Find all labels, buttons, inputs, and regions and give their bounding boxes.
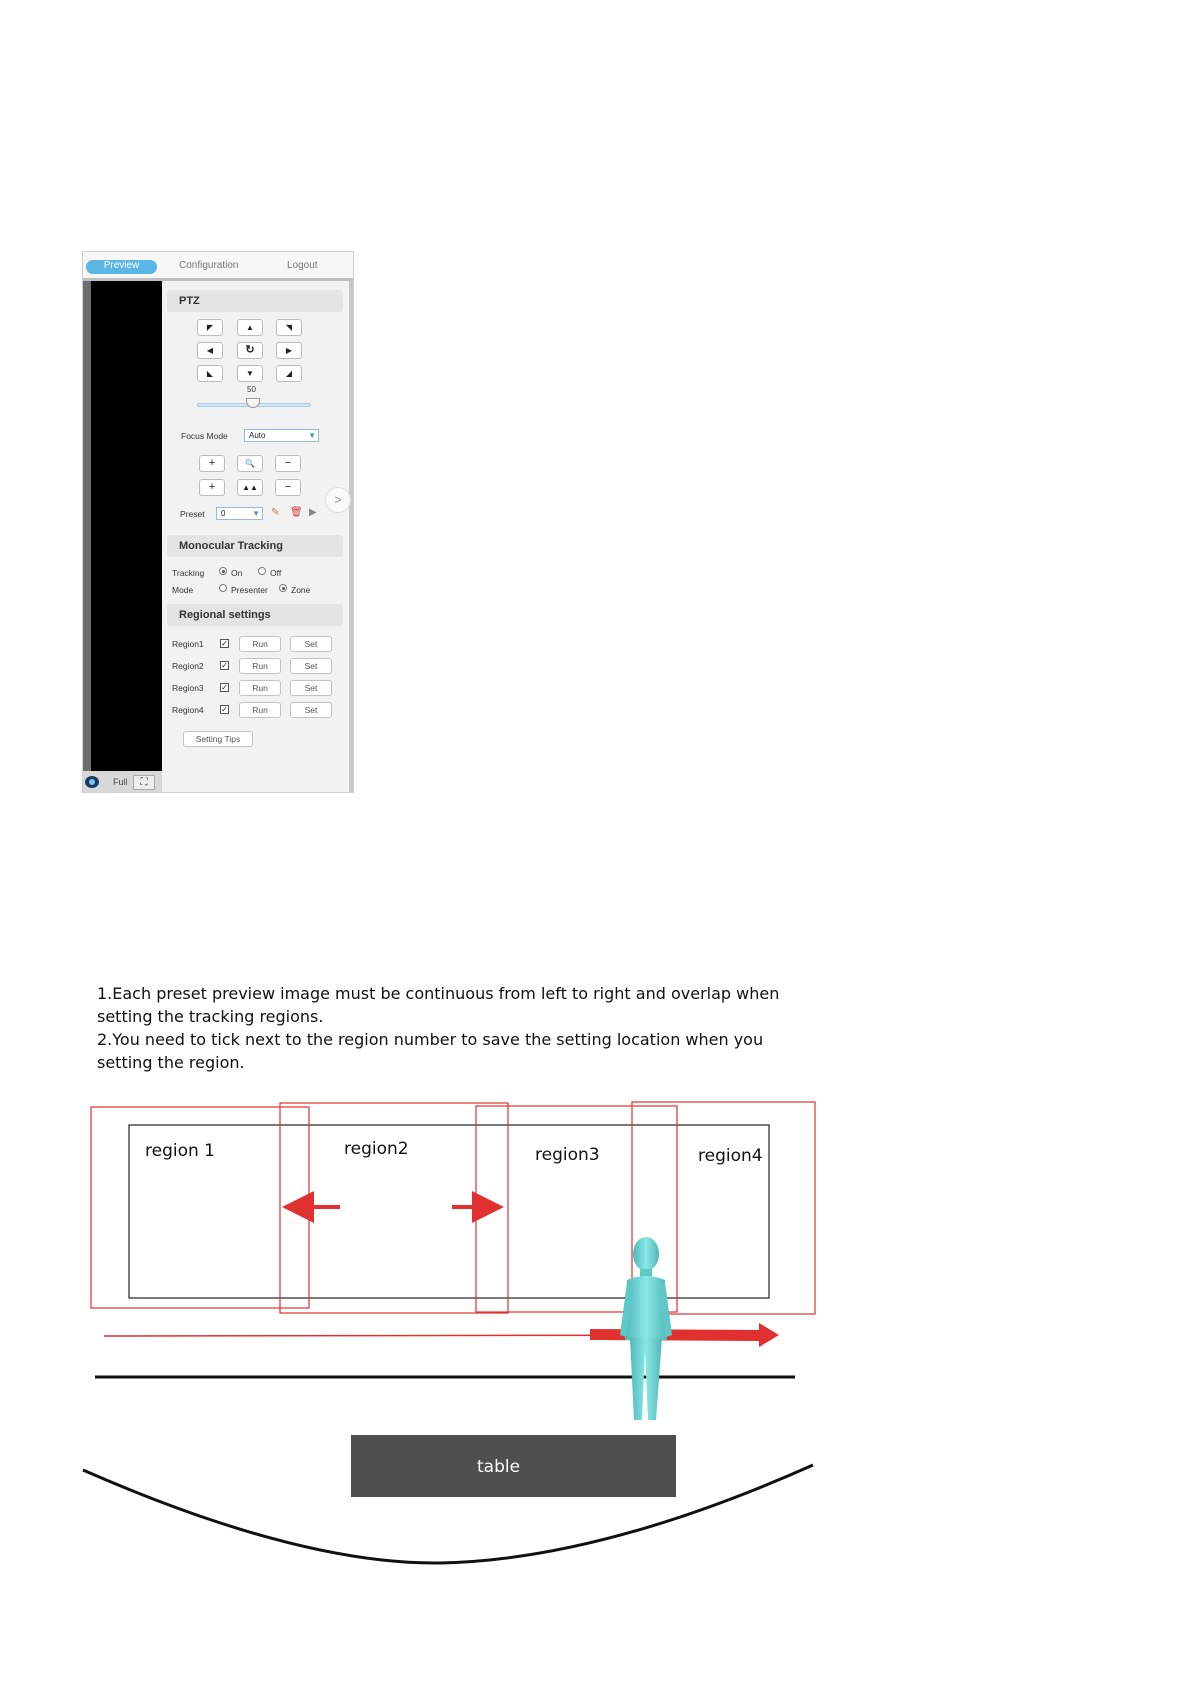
instruction-notes xyxy=(97,982,817,1074)
video-toolbar xyxy=(83,771,162,793)
focus-mode-label: Focus Mode xyxy=(181,431,228,441)
panel-scrollbar[interactable] xyxy=(349,281,353,793)
region3-checkbox[interactable]: ✓ xyxy=(221,683,228,692)
pan-down-left-button[interactable]: ◣ xyxy=(197,365,223,382)
region3-text: region3 xyxy=(535,1145,600,1165)
region1-run-button[interactable]: Run xyxy=(239,636,281,652)
region4-run-button[interactable]: Run xyxy=(239,702,281,718)
region1-set-button[interactable]: Set xyxy=(290,636,332,652)
tracking-off-radio[interactable] xyxy=(258,567,266,575)
mode-label: Mode xyxy=(172,585,194,595)
pan-left-button[interactable]: ◀ xyxy=(197,342,223,359)
region3-label: Region3 xyxy=(172,683,204,693)
region4-set-button[interactable]: Set xyxy=(290,702,332,718)
region2-checkbox[interactable]: ✓ xyxy=(221,661,228,670)
pan-up-right-button[interactable]: ◥ xyxy=(276,319,302,336)
region3-set-button[interactable]: Set xyxy=(290,680,332,696)
tracking-on-label: On xyxy=(231,568,243,578)
region4-label: Region4 xyxy=(172,705,204,715)
ptz-speed-value: 50 xyxy=(247,385,256,394)
pan-up-button[interactable]: ▲ xyxy=(237,319,263,336)
control-panel-screenshot xyxy=(82,251,354,793)
focus-mode-select[interactable] xyxy=(244,429,319,442)
focus-near-button[interactable]: + xyxy=(199,479,225,496)
camera-frame xyxy=(129,1125,769,1298)
mode-presenter-label: Presenter xyxy=(231,585,268,595)
tracking-off-label: Off xyxy=(270,568,282,578)
chevron-down-icon: ▼ xyxy=(308,431,316,440)
tracking-regions-diagram xyxy=(0,1090,1191,1630)
tracking-section-header: Monocular Tracking xyxy=(167,535,343,557)
tab-configuration[interactable]: Configuration xyxy=(179,260,239,271)
focus-icon: ▲▲ xyxy=(237,479,263,496)
mode-presenter-radio[interactable] xyxy=(219,584,227,592)
tracking-label: Tracking xyxy=(172,568,205,578)
mode-zone-radio[interactable] xyxy=(279,584,287,592)
region4-text: region4 xyxy=(698,1146,763,1166)
chevron-down-icon: ▼ xyxy=(252,509,260,518)
preset-label: Preset xyxy=(180,509,205,519)
region4-checkbox[interactable]: ✓ xyxy=(221,705,228,714)
zoom-icon: 🔍 xyxy=(237,455,263,472)
play-preset-icon[interactable]: ▶ xyxy=(309,507,317,518)
edit-preset-icon[interactable]: ✎ xyxy=(271,507,280,518)
note-1: 1.Each preset preview image must be continuous from left to right and overlap when setting the tracking regions. xyxy=(97,984,780,1026)
tab-logout[interactable]: Logout xyxy=(287,260,318,271)
region2-text: region2 xyxy=(344,1139,409,1159)
region1-label: Region1 xyxy=(172,639,204,649)
eye-icon[interactable] xyxy=(85,776,99,788)
pan-up-left-button[interactable]: ◤ xyxy=(197,319,223,336)
focus-mode-value: Auto xyxy=(249,431,266,440)
pan-right-button[interactable]: ▶ xyxy=(276,342,302,359)
region3-run-button[interactable]: Run xyxy=(239,680,281,696)
delete-preset-icon[interactable]: 🗑 xyxy=(290,507,303,518)
preset-select[interactable] xyxy=(216,507,263,520)
full-label: Full xyxy=(113,777,128,787)
region1-box xyxy=(91,1107,309,1308)
movement-arrow-body xyxy=(590,1329,762,1341)
note-2: 2.You need to tick next to the region number to save the setting location when you setting the region. xyxy=(97,1030,764,1072)
region1-checkbox[interactable]: ✓ xyxy=(221,639,228,648)
person-figure xyxy=(620,1237,672,1420)
chevron-right-icon[interactable]: > xyxy=(325,487,351,513)
video-preview xyxy=(83,281,162,793)
movement-arrow-head xyxy=(759,1323,779,1347)
home-reset-button[interactable]: ↻ xyxy=(237,342,263,359)
tab-preview[interactable]: Preview xyxy=(86,260,157,274)
zoom-in-button[interactable]: + xyxy=(199,455,225,472)
region2-run-button[interactable]: Run xyxy=(239,658,281,674)
ptz-section-header: PTZ xyxy=(167,290,343,312)
region2-set-button[interactable]: Set xyxy=(290,658,332,674)
focus-far-button[interactable]: − xyxy=(275,479,301,496)
zoom-out-button[interactable]: − xyxy=(275,455,301,472)
setting-tips-button[interactable]: Setting Tips xyxy=(183,731,253,747)
preset-value: 0 xyxy=(221,509,226,518)
pan-down-right-button[interactable]: ◢ xyxy=(276,365,302,382)
mode-zone-label: Zone xyxy=(291,585,311,595)
table-text: table xyxy=(477,1457,521,1477)
top-navigation xyxy=(83,252,353,281)
regional-section-header: Regional settings xyxy=(167,604,343,626)
fullscreen-icon[interactable]: ⛶ xyxy=(133,775,155,790)
region2-label: Region2 xyxy=(172,661,204,671)
pan-down-button[interactable]: ▼ xyxy=(237,365,263,382)
tracking-on-radio[interactable] xyxy=(219,567,227,575)
region1-text: region 1 xyxy=(145,1141,215,1161)
